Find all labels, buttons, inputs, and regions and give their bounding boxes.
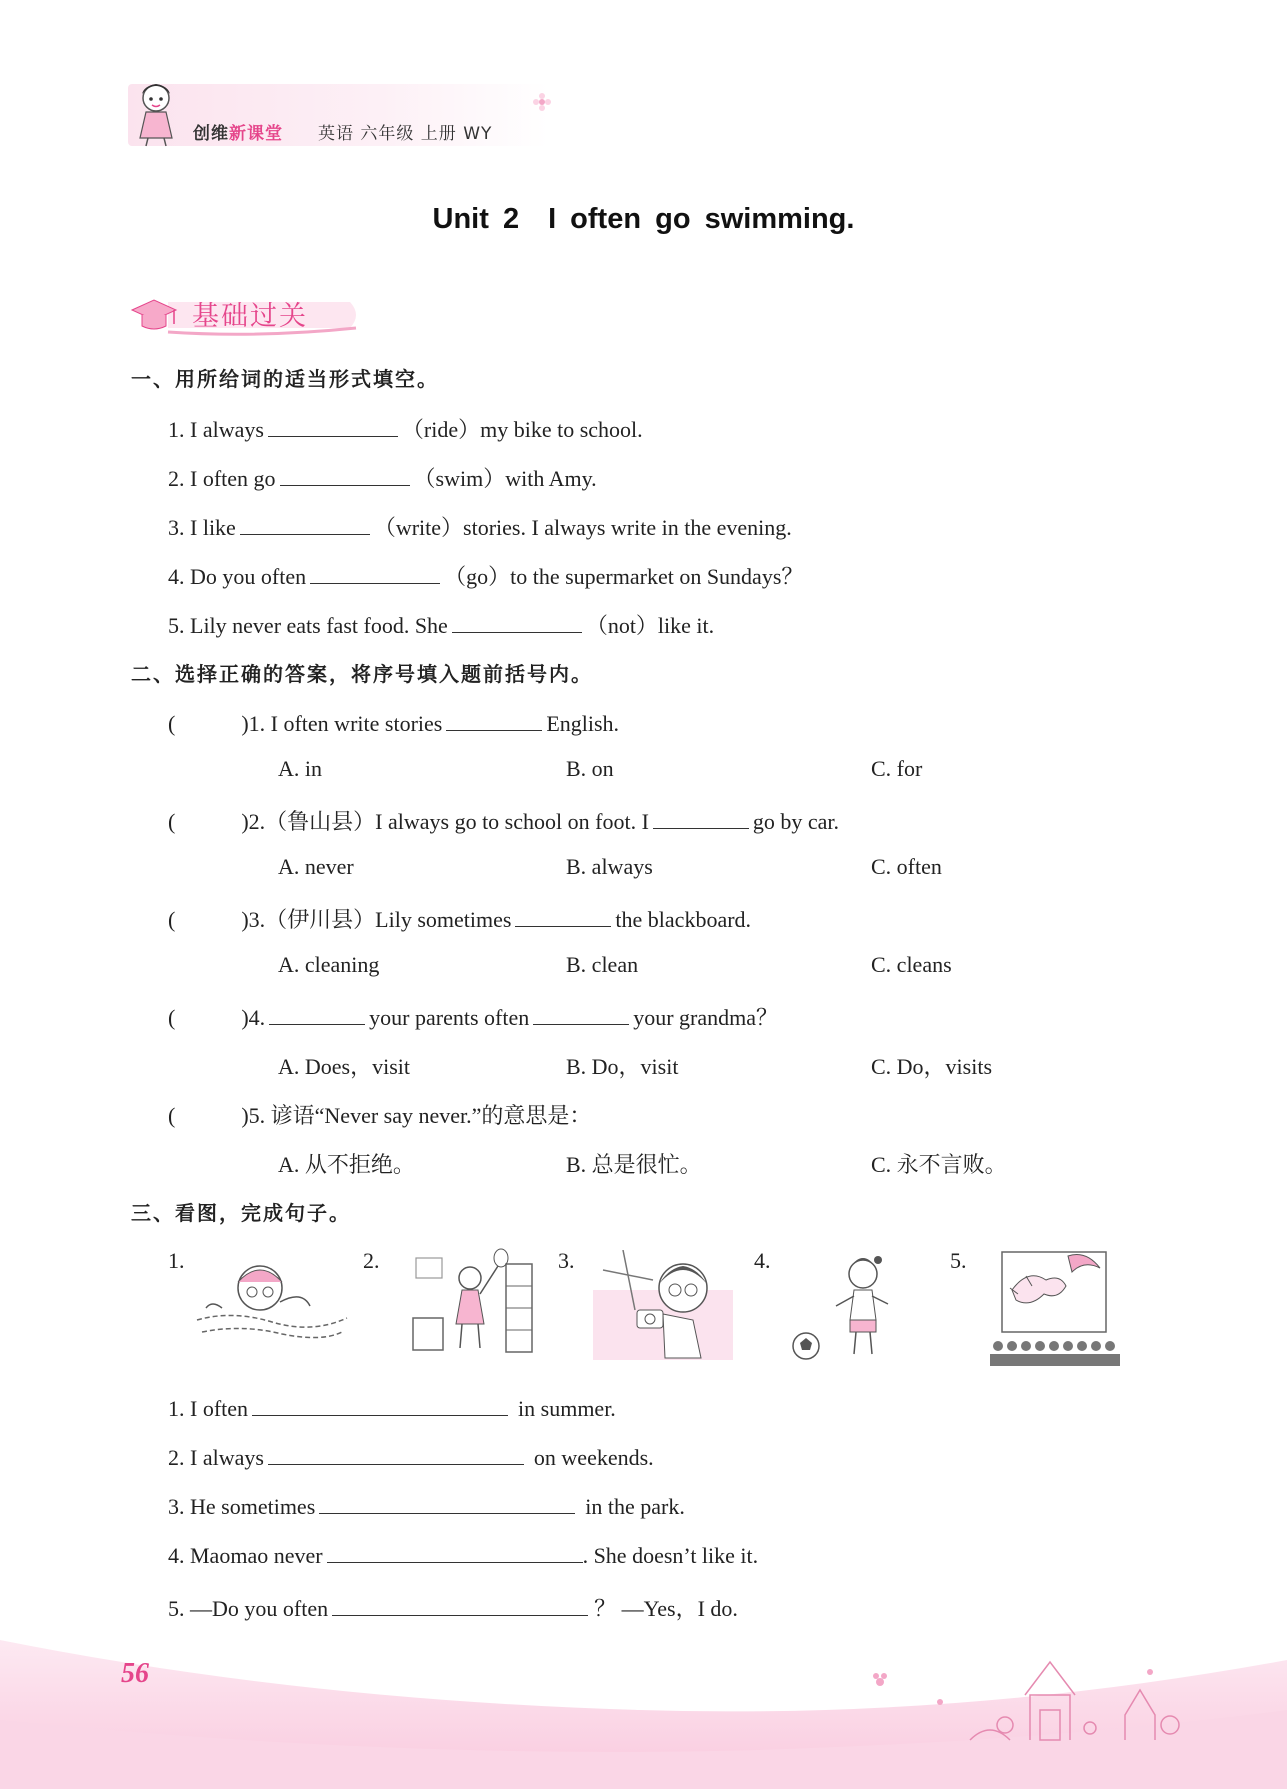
option-b[interactable]: B. always	[566, 854, 653, 879]
part1-item-2: 2. I often go （swim）with Amy.	[168, 466, 597, 491]
section-label: 基础过关	[192, 301, 308, 332]
answer-blank[interactable]	[268, 1446, 524, 1465]
answer-bracket[interactable]: ( )	[168, 809, 249, 834]
part1-item-4: 4. Do you often （go）to the supermarket on Sundays？	[168, 564, 804, 589]
option-a[interactable]: A. 从不拒绝。	[278, 1152, 415, 1177]
option-c[interactable]: C. Do，visits	[871, 1054, 993, 1079]
answer-blank[interactable]	[310, 565, 440, 584]
option-b[interactable]: B. 总是很忙。	[566, 1152, 702, 1177]
photo-taking-picture-icon	[593, 1250, 733, 1360]
part1-item-3: 3. I like （write）stories. I always write in the evening.	[168, 515, 792, 540]
answer-blank[interactable]	[268, 418, 398, 437]
option-a[interactable]: A. in	[278, 756, 322, 781]
picture-number: 2.	[363, 1248, 380, 1273]
option-c[interactable]: C. cleans	[871, 952, 952, 977]
option-c[interactable]: C. for	[871, 756, 923, 781]
part2-question-5: ( )5. 谚语“Never say never.”的意思是：	[168, 1103, 592, 1128]
option-b[interactable]: B. clean	[566, 952, 639, 977]
picture-number: 5.	[950, 1248, 967, 1273]
answer-blank[interactable]	[653, 810, 749, 829]
answer-blank[interactable]	[269, 1006, 365, 1025]
part3-heading: 三、看图，完成句子。	[131, 1201, 351, 1225]
swimming-picture-icon	[192, 1250, 352, 1345]
part1-item-1: 1. I always （ride）my bike to school.	[168, 417, 643, 442]
answer-blank[interactable]	[446, 712, 542, 731]
theatre-picture-icon	[988, 1250, 1123, 1370]
option-a[interactable]: A. cleaning	[278, 952, 380, 977]
answer-bracket[interactable]: ( )	[168, 907, 249, 932]
part2-question-1: ( )1. I often write stories English.	[168, 711, 620, 736]
option-a[interactable]: A. Does，visit	[278, 1054, 411, 1079]
part2-question-4: ( )4. your parents often your grandma？	[168, 1005, 779, 1030]
subject-label: 英语 六年级 上册 WY	[318, 124, 493, 144]
option-b[interactable]: B. on	[566, 756, 614, 781]
cartoon-girl-icon	[128, 78, 188, 148]
football-picture-icon	[790, 1248, 905, 1363]
part3-item-1: 1. I often in summer.	[168, 1396, 616, 1421]
part2-question-2: ( )2.（鲁山县）I always go to school on foot. I go by car.	[168, 809, 840, 834]
option-a[interactable]: A. never	[278, 854, 354, 879]
answer-blank[interactable]	[240, 516, 370, 535]
option-c[interactable]: C. 永不言败。	[871, 1152, 1007, 1177]
washing-picture-icon	[408, 1244, 548, 1359]
answer-bracket[interactable]: ( )	[168, 1005, 249, 1030]
part2-heading: 二、选择正确的答案，将序号填入题前括号内。	[131, 662, 593, 686]
part3-item-2: 2. I always on weekends.	[168, 1445, 654, 1470]
brand-name: 创维新课堂	[193, 124, 283, 144]
unit-title: Unit 2 I often go swimming.	[432, 203, 855, 235]
picture-number: 3.	[558, 1248, 575, 1273]
answer-blank[interactable]	[452, 614, 582, 633]
answer-bracket[interactable]: ( )	[168, 1103, 249, 1128]
part3-item-4: 4. Maomao never . She doesn’t like it.	[168, 1543, 759, 1568]
page-number: 56	[121, 1658, 149, 1689]
section-banner	[128, 290, 358, 340]
answer-blank[interactable]	[533, 1006, 629, 1025]
part3-item-5: 5. —Do you often ？ —Yes，I do.	[168, 1596, 738, 1621]
footer-wave	[0, 1600, 1287, 1789]
picture-number: 4.	[754, 1248, 771, 1273]
answer-blank[interactable]	[280, 467, 410, 486]
option-c[interactable]: C. often	[871, 854, 942, 879]
part3-item-3: 3. He sometimes in the park.	[168, 1494, 685, 1519]
answer-bracket[interactable]: ( )	[168, 711, 249, 736]
answer-blank[interactable]	[252, 1397, 508, 1416]
flower-icon	[532, 92, 552, 112]
part1-heading: 一、用所给词的适当形式填空。	[131, 367, 439, 391]
option-b[interactable]: B. Do，visit	[566, 1054, 679, 1079]
part2-question-3: ( )3.（伊川县）Lily sometimes the blackboard.	[168, 907, 752, 932]
answer-blank[interactable]	[319, 1495, 575, 1514]
answer-blank[interactable]	[327, 1544, 583, 1563]
picture-number: 1.	[168, 1248, 185, 1273]
answer-blank[interactable]	[515, 908, 611, 927]
part1-item-5: 5. Lily never eats fast food. She （not）like it.	[168, 613, 715, 638]
